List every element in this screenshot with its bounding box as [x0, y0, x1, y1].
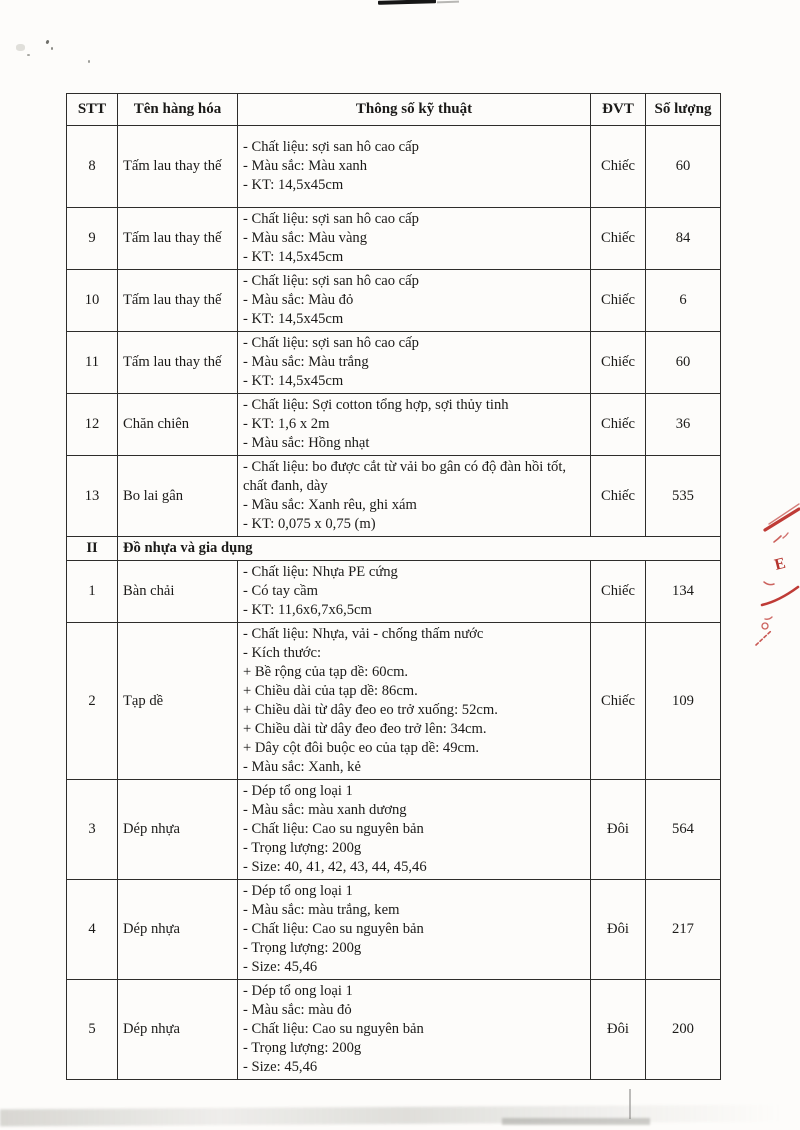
- table-row: [67, 780, 721, 880]
- spec-line: - Dép tổ ong loại 1: [243, 983, 353, 999]
- table-row: [67, 332, 721, 394]
- table-row: [67, 880, 721, 980]
- row-stt: 13: [67, 456, 118, 537]
- spec-line: - Chất liệu: sợi san hô cao cấp: [243, 139, 419, 155]
- row-stt: 4: [67, 880, 118, 980]
- row-product-name: Dép nhựa: [118, 880, 238, 980]
- scan-speck: [16, 44, 25, 51]
- row-product-name: Dép nhựa: [118, 780, 238, 880]
- spec-line: - Có tay cầm: [243, 583, 318, 599]
- spec-line: - Size: 45,46: [243, 1059, 318, 1075]
- row-quantity: 84: [646, 208, 721, 270]
- row-quantity: 60: [646, 332, 721, 394]
- table-row: [67, 623, 721, 780]
- row-specs: [238, 208, 591, 270]
- row-quantity: 6: [646, 270, 721, 332]
- table-row: [67, 394, 721, 456]
- stamp-letter: E: [772, 554, 788, 574]
- row-stt: 3: [67, 780, 118, 880]
- spec-line: - Chất liệu: bo được cắt từ vải bo gân có độ đàn hồi tốt, chất đanh, dày: [243, 459, 567, 494]
- row-unit: Chiếc: [591, 456, 646, 537]
- row-quantity: 200: [646, 980, 721, 1080]
- row-product-name: Tấm lau thay thế: [118, 208, 238, 270]
- table-row: [67, 270, 721, 332]
- spec-line: - KT: 14,5x45cm: [243, 373, 344, 389]
- spec-line: - Kích thước:: [243, 645, 322, 661]
- spec-line: - Chất liệu: Cao su nguyên bản: [243, 921, 424, 937]
- header-product-name: Tên hàng hóa: [118, 94, 238, 126]
- row-unit: Chiếc: [591, 394, 646, 456]
- table-row: [67, 980, 721, 1080]
- scan-smudge-bottom: [0, 1105, 782, 1127]
- spec-line: - KT: 0,075 x 0,75 (m): [243, 516, 376, 532]
- row-unit: Chiếc: [591, 270, 646, 332]
- spec-line: - Chất liệu: Nhựa, vải - chống thấm nước: [243, 626, 484, 642]
- spec-line: - Chất liệu: sợi san hô cao cấp: [243, 273, 419, 289]
- row-product-name: Tấm lau thay thế: [118, 126, 238, 208]
- row-quantity: 36: [646, 394, 721, 456]
- red-stamp-partial: [752, 486, 800, 654]
- scan-smudge-bottom-dark: [502, 1118, 650, 1125]
- section-row: [67, 537, 721, 561]
- spec-line: - KT: 14,5x45cm: [243, 177, 344, 193]
- row-specs: [238, 561, 591, 623]
- spec-line: - Màu sắc: Xanh, kẻ: [243, 759, 361, 775]
- spec-line: - Màu sắc: màu xanh dương: [243, 802, 407, 818]
- row-stt: 1: [67, 561, 118, 623]
- table-row: [67, 456, 721, 537]
- scan-mark-top: [378, 0, 436, 5]
- scan-speck: [45, 40, 49, 45]
- row-product-name: Bàn chải: [118, 561, 238, 623]
- header-row: [67, 94, 721, 126]
- row-quantity: 134: [646, 561, 721, 623]
- spec-line: + Bề rộng của tạp dề: 60cm.: [243, 664, 409, 680]
- row-stt: 11: [67, 332, 118, 394]
- goods-table-wrap: [66, 93, 720, 1080]
- spec-line: - Size: 45,46: [243, 959, 318, 975]
- spec-line: + Chiều dài từ dây đeo eo trở xuống: 52cm.: [243, 702, 498, 718]
- row-quantity: 109: [646, 623, 721, 780]
- row-unit: Đôi: [591, 780, 646, 880]
- row-stt: 2: [67, 623, 118, 780]
- row-product-name: Tấm lau thay thế: [118, 270, 238, 332]
- spec-line: - Trọng lượng: 200g: [243, 1040, 362, 1056]
- spec-line: - Màu sắc: Màu vàng: [243, 230, 368, 246]
- spec-line: - KT: 11,6x6,7x6,5cm: [243, 602, 372, 618]
- table-row: [67, 561, 721, 623]
- spec-line: - Màu sắc: Màu xanh: [243, 158, 368, 174]
- spec-line: - Màu sắc: màu đỏ: [243, 1002, 352, 1018]
- spec-line: - KT: 14,5x45cm: [243, 311, 344, 327]
- spec-line: - Chất liệu: Cao su nguyên bản: [243, 821, 424, 837]
- row-stt: 5: [67, 980, 118, 1080]
- spec-line: - KT: 1,6 x 2m: [243, 416, 330, 432]
- table-row: [67, 208, 721, 270]
- row-unit: Chiếc: [591, 623, 646, 780]
- spec-line: - Chất liệu: Sợi cotton tổng hợp, sợi thủy tinh: [243, 397, 509, 413]
- row-product-name: Chăn chiên: [118, 394, 238, 456]
- row-unit: Chiếc: [591, 126, 646, 208]
- spec-line: + Chiều dài từ dây đeo đeo trở lên: 34cm.: [243, 721, 487, 737]
- goods-table: [66, 93, 721, 1080]
- spec-line: - Màu sắc: Màu đỏ: [243, 292, 354, 308]
- row-stt: 9: [67, 208, 118, 270]
- row-specs: [238, 456, 591, 537]
- spec-line: - Màu sắc: Hồng nhạt: [243, 435, 370, 451]
- scan-mark-top-tail: [437, 1, 459, 4]
- header-stt: STT: [67, 94, 118, 126]
- row-unit: Đôi: [591, 980, 646, 1080]
- spec-line: - Chất liệu: Nhựa PE cứng: [243, 564, 398, 580]
- spec-line: - Chất liệu: Cao su nguyên bản: [243, 1021, 424, 1037]
- table-row: [67, 126, 721, 208]
- spec-line: - Màu sắc: Màu trắng: [243, 354, 369, 370]
- row-stt: 12: [67, 394, 118, 456]
- row-unit: Chiếc: [591, 332, 646, 394]
- scan-speck: [51, 47, 53, 50]
- spec-line: + Dây cột đôi buộc eo của tạp dề: 49cm.: [243, 740, 479, 756]
- row-quantity: 535: [646, 456, 721, 537]
- spec-line: - KT: 14,5x45cm: [243, 249, 344, 265]
- spec-line: + Chiều dài của tạp dề: 86cm.: [243, 683, 418, 699]
- header-quantity: Số lượng: [646, 94, 721, 126]
- section-number: II: [67, 537, 118, 561]
- row-product-name: Dép nhựa: [118, 980, 238, 1080]
- spec-line: - Mầu sắc: Xanh rêu, ghi xám: [243, 497, 417, 513]
- header-unit: ĐVT: [591, 94, 646, 126]
- row-specs: [238, 126, 591, 208]
- row-unit: Chiếc: [591, 208, 646, 270]
- row-unit: Chiếc: [591, 561, 646, 623]
- row-specs: [238, 394, 591, 456]
- spec-line: - Dép tổ ong loại 1: [243, 883, 353, 899]
- row-specs: [238, 780, 591, 880]
- row-quantity: 60: [646, 126, 721, 208]
- spec-line: - Màu sắc: màu trắng, kem: [243, 902, 400, 918]
- spec-line: - Trọng lượng: 200g: [243, 840, 362, 856]
- row-quantity: 217: [646, 880, 721, 980]
- spec-line: - Chất liệu: sợi san hô cao cấp: [243, 335, 419, 351]
- row-product-name: Bo lai gân: [118, 456, 238, 537]
- row-unit: Đôi: [591, 880, 646, 980]
- scan-speck: [88, 60, 90, 63]
- row-specs: [238, 332, 591, 394]
- row-stt: 8: [67, 126, 118, 208]
- section-title: Đồ nhựa và gia dụng: [118, 537, 721, 561]
- row-product-name: Tạp dề: [118, 623, 238, 780]
- spec-line: - Trọng lượng: 200g: [243, 940, 362, 956]
- table-body: [67, 126, 721, 1080]
- row-specs: [238, 623, 591, 780]
- spec-line: - Size: 40, 41, 42, 43, 44, 45,46: [243, 859, 427, 875]
- row-specs: [238, 880, 591, 980]
- spec-line: - Dép tổ ong loại 1: [243, 783, 353, 799]
- scan-speck: [27, 54, 30, 56]
- row-stt: 10: [67, 270, 118, 332]
- row-product-name: Tấm lau thay thế: [118, 332, 238, 394]
- spec-line: - Chất liệu: sợi san hô cao cấp: [243, 211, 419, 227]
- header-specs: Thông số kỹ thuật: [238, 94, 591, 126]
- row-specs: [238, 270, 591, 332]
- row-quantity: 564: [646, 780, 721, 880]
- row-specs: [238, 980, 591, 1080]
